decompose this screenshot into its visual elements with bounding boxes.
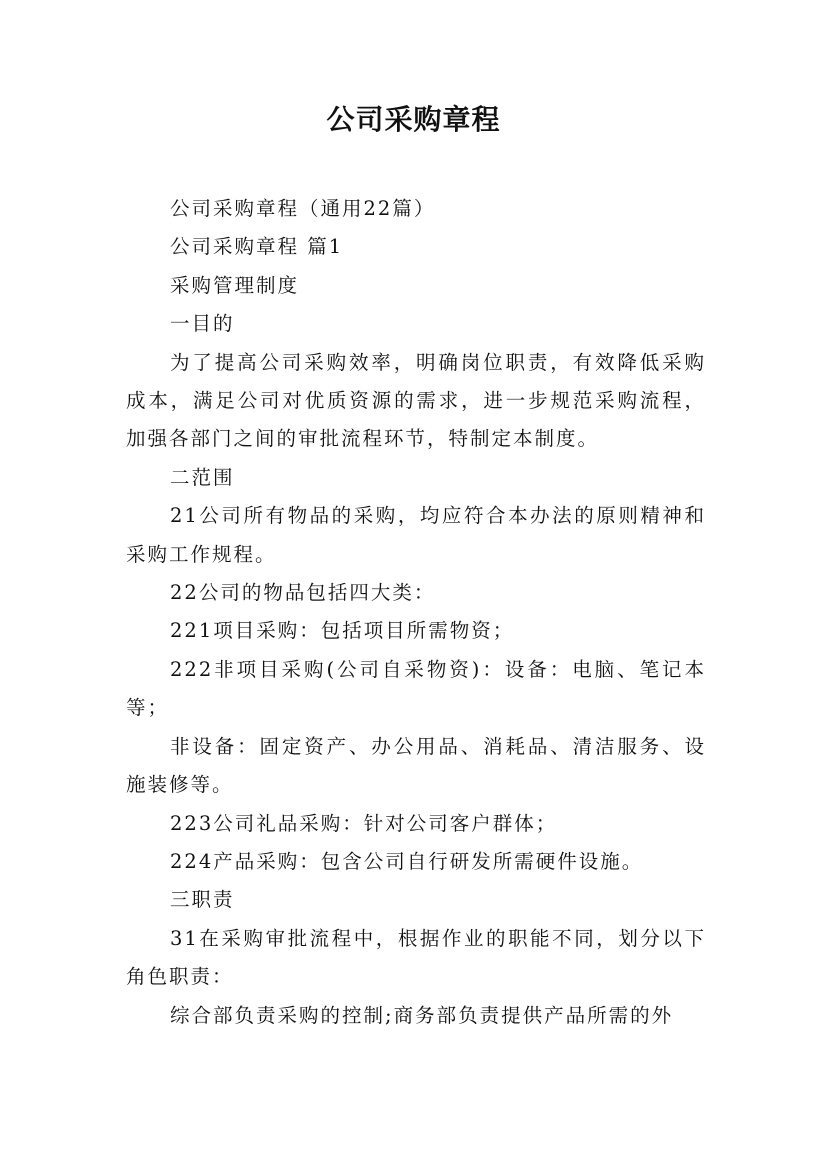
document-body [126, 190, 706, 1035]
paragraph-scope-224: 224产品采购：包含公司自行研发所需硬件设施。 [170, 849, 644, 873]
document-title: 公司采购章程 [326, 103, 501, 136]
paragraph-duties-roles: 综合部负责采购的控制;商务部负责提供产品所需的外 [170, 1003, 674, 1027]
paragraph-purpose-heading: 一目的 [170, 312, 235, 336]
paragraph-duties-heading: 三职责 [170, 888, 235, 912]
paragraph-non-equipment: 非设备：固定资产、办公用品、消耗品、清洁服务、设施装修等。 [126, 734, 706, 797]
paragraph-scope-heading: 二范围 [170, 465, 235, 489]
paragraph-system-name: 采购管理制度 [170, 273, 300, 297]
paragraph-purpose-text: 为了提高公司采购效率，明确岗位职责，有效降低采购成本，满足公司对优质资源的需求，进一步规范采购流程，加强各部门之间的审批流程环节，特制定本制度。 [126, 350, 706, 451]
paragraph-scope-21: 21公司所有物品的采购，均应符合本办法的原则精神和采购工作规程。 [126, 504, 706, 566]
paragraph-section-heading: 公司采购章程 篇1 [170, 235, 344, 259]
paragraph-duties-31: 31在采购审批流程中，根据作业的职能不同，划分以下角色职责： [126, 926, 706, 989]
paragraph-scope-221: 221项目采购：包括项目所需物资； [170, 619, 515, 643]
paragraph-scope-222: 222非项目采购(公司自采物资)：设备：电脑、笔记本等； [126, 657, 706, 720]
paragraph-scope-223: 223公司礼品采购：针对公司客户群体； [170, 811, 558, 835]
paragraph-scope-22: 22公司的物品包括四大类： [170, 581, 436, 605]
paragraph-article-heading: 公司采购章程（通用22篇） [170, 197, 436, 220]
